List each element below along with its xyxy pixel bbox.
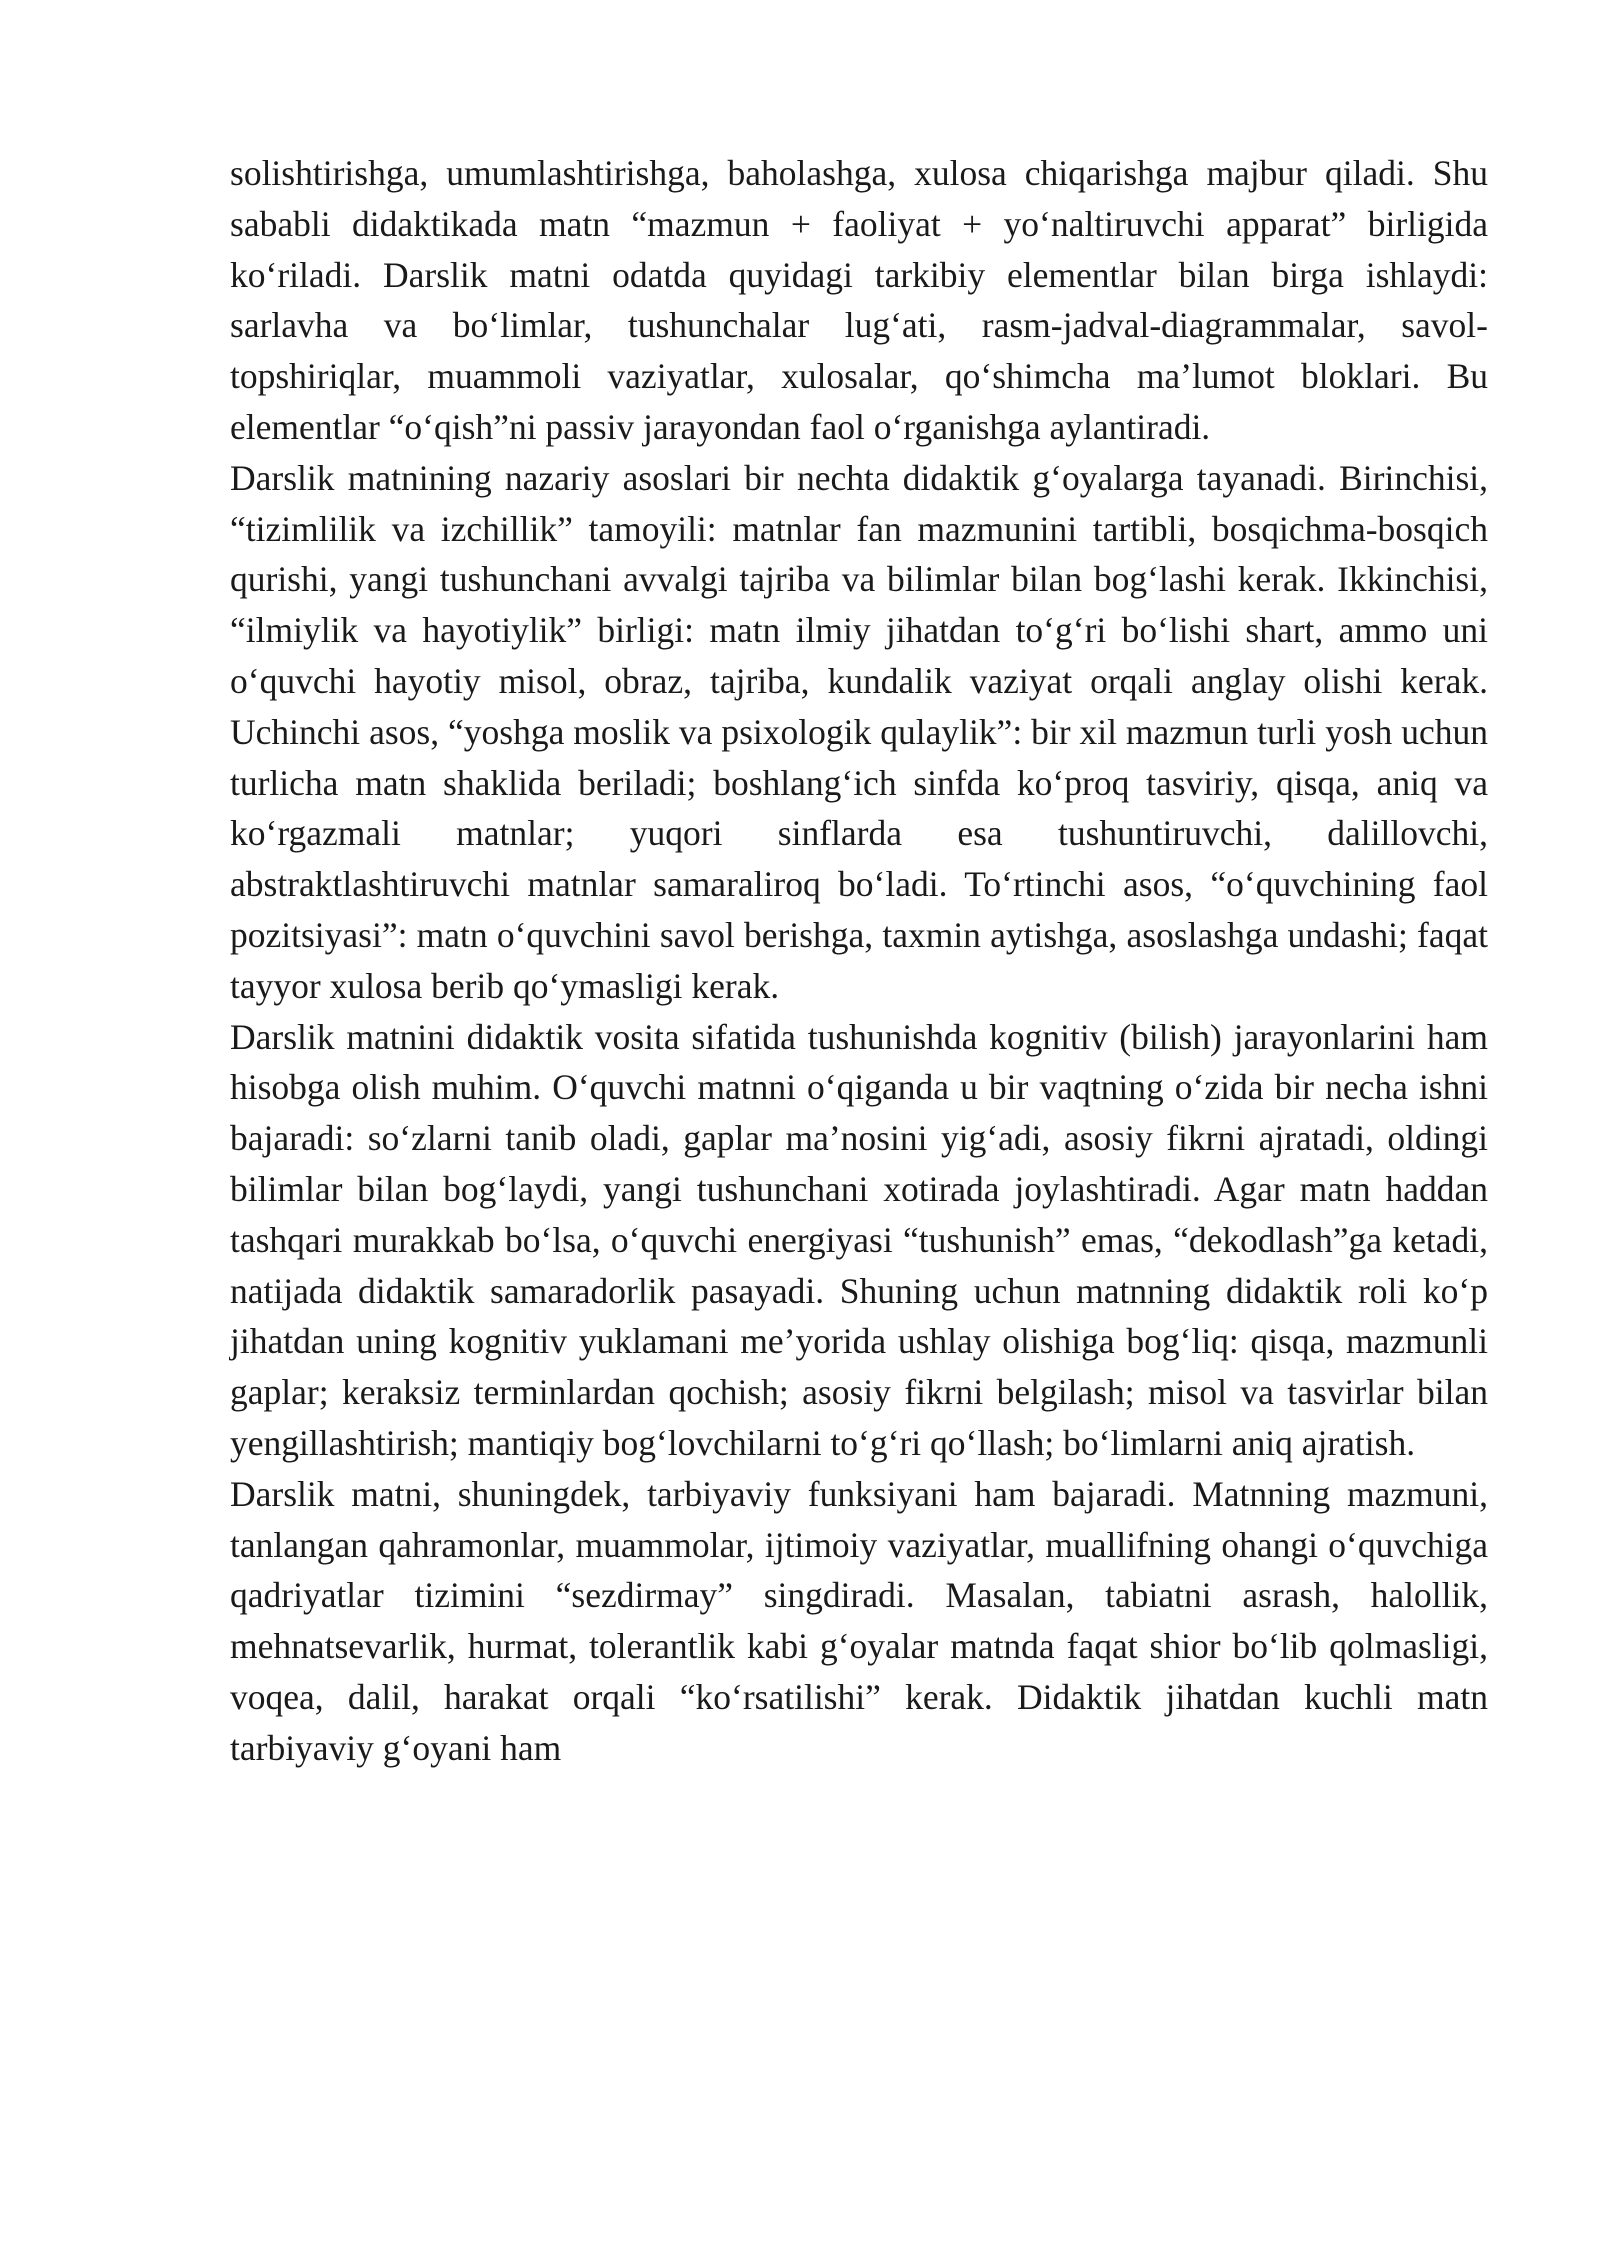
paragraph: Darslik matnini didaktik vosita sifatida tushunishda kognitiv (bilish) jarayonlarini ham hisobga olish muhim. O‘quvchi matnni o‘qiganda u bir vaqtning o‘zida bir necha ishni bajaradi: so‘zlarni tanib oladi, gaplar ma’nosini yig‘adi, asosiy fikrni ajratadi, oldingi bilimlar bilan bog‘laydi, yangi tushunchani xotirada joylashtiradi. Agar matn haddan tashqari murakkab bo‘lsa, o‘quvchi energiyasi “tushunish” emas, “dekodlash”ga ketadi, natijada didaktik samaradorlik pasayadi. Shuning uchun matnning didaktik roli ko‘p jihatdan uning kognitiv yuklamani me’yorida ushlay olishiga bog‘liq: qisqa, mazmunli gaplar; keraksiz terminlardan qochish; asosiy fikrni belgilash; misol va tasvirlar bilan yengillashtirish; mantiqiy bog‘lovchilarni to‘g‘ri qo‘llash; bo‘limlarni aniq ajratish. [230,1016,1488,1463]
paragraph: Darslik matni, shuningdek, tarbiyaviy funksiyani ham bajaradi. Matnning mazmuni, tanlangan qahramonlar, muammolar, ijtimoiy vaziyatlar, muallifning ohangi o‘quvchiga qadriyatlar tizimini “sezdirmay” singdiradi. Masalan, tabiatni asrash, halollik, mehnatsevarlik, hurmat, tolerantlik kabi g‘oyalar matnda faqat shior bo‘lib qolmasligi, voqea, dalil, harakat orqali “ko‘rsatilishi” kerak. Didaktik jihatdan kuchli matn tarbiyaviy g‘oyani ham [230,1473,1488,1768]
paragraph: Darslik matnining nazariy asoslari bir nechta didaktik g‘oyalarga tayanadi. Birinchisi, “tizimlilik va izchillik” tamoyili: matnlar fan mazmunini tartibli, bosqichma-bosqich qurishi, yangi tushunchani avvalgi tajriba va bilimlar bilan bog‘lashi kerak. Ikkinchisi, “ilmiylik va hayotiylik” birligi: matn ilmiy jihatdan to‘g‘ri bo‘lishi shart, ammo uni o‘quvchi hayotiy misol, obraz, tajriba, kundalik vaziyat orqali anglay olishi kerak. Uchinchi asos, “yoshga moslik va psixologik qulaylik”: bir xil mazmun turli yosh uchun turlicha matn shaklida beriladi; boshlang‘ich sinfda ko‘proq tasviriy, qisqa, aniq va ko‘rgazmali matnlar; yuqori sinflarda esa tushuntiruvchi, dalillovchi, abstraktlashtiruvchi matnlar samaraliroq bo‘ladi. To‘rtinchi asos, “o‘quvchining faol pozitsiyasi”: matn o‘quvchini savol berishga, taxmin aytishga, asoslashga undashi; faqat tayyor xulosa berib qo‘ymasligi kerak. [230,457,1488,1006]
paragraph: solishtirishga, umumlashtirishga, baholashga, xulosa chiqarishga majbur qiladi. Shu sababli didaktikada matn “mazmun + faoliyat + yo‘naltiruvchi apparat” birligida ko‘riladi. Darslik matni odatda quyidagi tarkibiy elementlar bilan birga ishlaydi: sarlavha va bo‘limlar, tushunchalar lug‘ati, rasm-jadval-diagrammalar, savol-topshiriqlar, muammoli vaziyatlar, xulosalar, qo‘shimcha ma’lumot bloklari. Bu elementlar “o‘qish”ni passiv jarayondan faol o‘rganishga aylantiradi. [230,153,1488,447]
body-text [230,148,1488,1774]
